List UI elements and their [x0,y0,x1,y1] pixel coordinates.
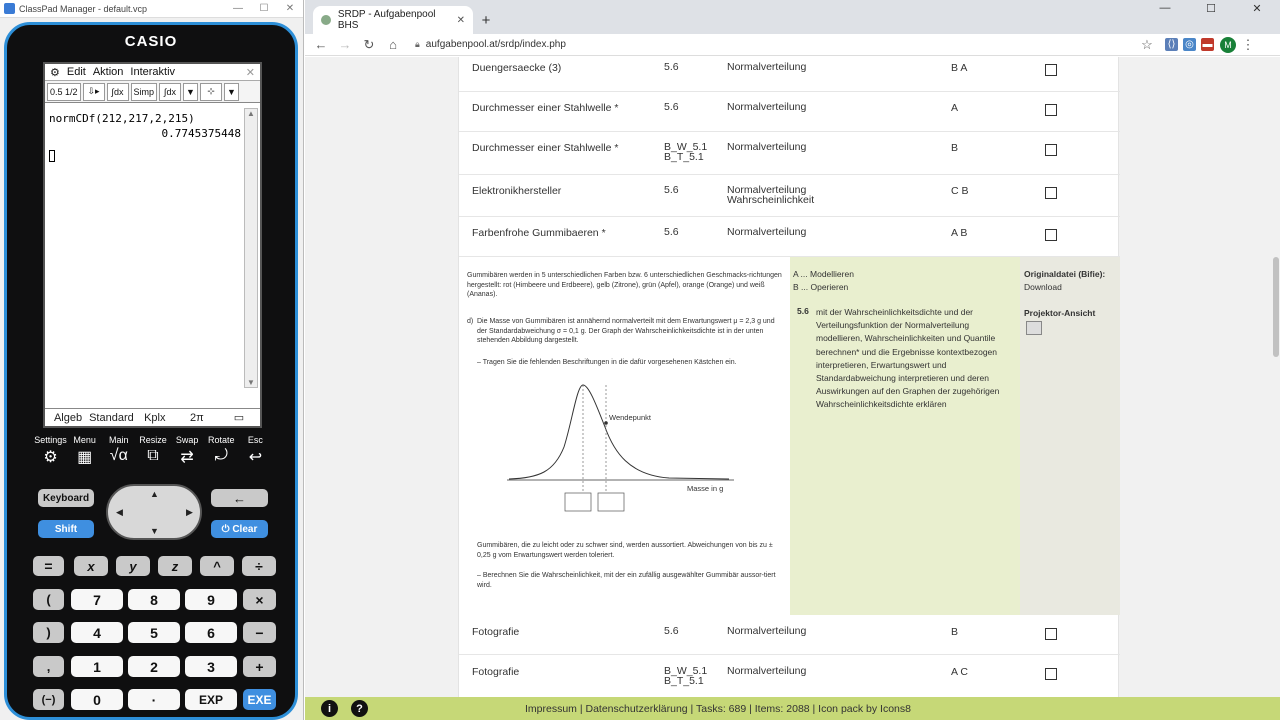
competence-text: mit der Wahrscheinlichkeitsdichte und der Verteilungsfunktion der Normalverteilung modellieren, Wahrscheinlichkeiten und Quantile berechnen* und die Ergebnisse kontextbezogen interpretieren, Erwartungswert und Standardabweichung interpretieren und deren Auswirkungen auf den Graphen der zugehörigen Wahrscheinlichkeitsdichte erklären [816,307,1000,410]
preview-task2: – Berechnen Sie die Wahrscheinlichkeit, mit der ein zufällig ausgewählter Gummibär aussor-tiert wird. [477,572,776,589]
reload-icon[interactable]: ↻ [363,36,375,52]
task-type: B [951,142,959,154]
competence-code: 5.6 [797,306,809,316]
task-type: A B [951,227,968,239]
download-link[interactable]: Download [1024,282,1062,292]
backspace-button[interactable]: ← [211,489,268,507]
key-4[interactable]: 4 [71,622,123,643]
menu-label: Menu [73,435,96,445]
browser-tab[interactable] [313,6,473,34]
task-code: 5.6 [664,101,679,113]
calculator-menubar [45,64,260,81]
toolbar-graph-button[interactable]: ⊹ [200,83,222,101]
browser-maximize-icon[interactable]: ☐ [1206,3,1216,15]
original-file-label: Originaldatei (Bifie): [1024,269,1106,279]
task-checkbox[interactable] [1045,104,1057,116]
preview-d-label: d) [467,318,474,325]
rotate-app-button[interactable] [206,435,237,467]
table-row[interactable] [459,57,1120,92]
density-graph [499,377,739,517]
profile-avatar[interactable]: M [1220,37,1236,53]
key-multiply[interactable]: × [243,589,276,610]
key-z[interactable]: z [158,556,192,576]
key-1[interactable]: 1 [71,656,123,677]
extension-icon-3[interactable]: ▬ [1202,39,1213,50]
key-y[interactable]: y [116,556,150,576]
swap-label: Swap [175,435,199,445]
toolbar-dropdown-icon-2[interactable]: ▼ [224,83,239,101]
calculator-screen [43,62,262,428]
key-negative[interactable]: (−) [33,689,64,710]
competence-b: B ... Operieren [793,282,849,292]
minimize-icon[interactable]: — [233,3,243,14]
key-7[interactable]: 7 [71,589,123,610]
classpad-titlebar [0,0,303,18]
table-row[interactable] [459,175,1120,217]
task-topic: Normalverteilung [727,226,807,238]
task-list [458,57,1119,697]
task-checkbox[interactable] [1045,668,1057,680]
rotate-label: Rotate [208,435,235,445]
page-scrollbar[interactable] [1271,57,1280,697]
home-icon[interactable]: ⌂ [389,37,397,52]
key-decimal[interactable]: · [128,689,180,710]
return-icon: ↩ [248,449,263,466]
close-icon[interactable]: ✕ [285,3,295,14]
task-code: 5.6 [664,226,679,238]
task-topic: Normalverteilung [727,665,807,677]
page-viewport [305,57,1280,697]
table-row[interactable] [459,217,1120,257]
browser-minimize-icon[interactable]: — [1159,2,1171,14]
key-exe[interactable]: EXE [243,689,276,710]
extension-icon-1[interactable]: ⟨⟩ [1165,38,1178,51]
task-name[interactable]: Farbenfrohe Gummibaeren * [472,227,606,239]
task-type: A [951,102,959,114]
grid-icon: ▦ [77,449,93,466]
sqrt-alpha-icon: √α [109,447,128,464]
bookmark-star-icon[interactable]: ☆ [1141,36,1153,52]
key-divide[interactable]: ÷ [242,556,276,576]
input-cursor[interactable] [49,150,55,162]
address-bar [305,34,1280,56]
input-expression: normCDf(212,217,2,215) [49,112,195,125]
task-topic: Normalverteilung Wahrscheinlichkeit [727,184,815,206]
swap-icon: ⇄ [180,449,194,466]
arrow-down-icon[interactable]: ▼ [150,526,159,536]
key-minus[interactable]: − [243,622,276,643]
main-label: Main [109,435,129,445]
calculator-statusbar [45,408,260,426]
inflection-point [604,421,608,425]
key-6[interactable]: 6 [185,622,237,643]
key-comma[interactable]: , [33,656,64,677]
key-8[interactable]: 8 [128,589,180,610]
toolbar-derivative-button[interactable]: ∫dx [159,83,181,101]
gear-icon: ⚙ [43,449,58,466]
scroll-up-icon[interactable]: ▲ [247,109,255,118]
task-checkbox[interactable] [1045,628,1057,640]
favicon-icon [321,15,331,25]
task-topic: Normalverteilung [727,625,807,637]
esc-label: Esc [247,435,263,445]
keyboard-button[interactable]: Keyboard [38,489,94,507]
key-power[interactable]: ^ [200,556,234,576]
preview-intro: Gummibären werden in 5 unterschiedlichen Farben bzw. 6 unterschiedlichen Geschmacks-richtungen hergestellt: rot (Himbeere und Erdbeere), gelb (Zitrone), grün (Apfel), orange (Orange) und weiß (Ananas). [467,272,782,298]
toolbar-integral-button[interactable]: ∫dx [107,83,129,101]
settings-menu-icon[interactable]: ⚙ [50,66,60,79]
shift-button[interactable]: Shift [38,520,94,538]
task-document-preview [459,257,790,615]
lock-icon[interactable]: 🔒︎ [415,39,420,49]
key-2[interactable]: 2 [128,656,180,677]
projector-view-label: Projektor-Ansicht [1024,308,1096,318]
task-name[interactable]: Fotografie [472,626,520,638]
url-field[interactable] [415,36,1135,54]
browser-window [305,0,1280,720]
task-checkbox[interactable] [1045,144,1057,156]
calculator-work-area[interactable] [45,106,245,388]
preview-d-text: Die Masse von Gummibären ist annähernd normalverteilt mit dem Erwartungswert μ = 2,3 g und der Standardabweichung σ = 0,1 g. Der Graph der Wahrscheinlichkeitsdichte ist in der unten stehenden Abbildung dargestellt. [477,318,775,344]
competence-a: A ... Modellieren [793,269,854,279]
key-equals[interactable]: = [33,556,64,576]
result-value: 0.7745375448 [161,127,241,140]
toolbar-fraction-button[interactable]: 0.5 1/2 [47,83,81,101]
blank-box-1 [565,493,591,511]
table-row[interactable] [459,132,1120,175]
table-row[interactable] [459,655,1120,697]
arrow-right-icon[interactable]: ▶ [186,507,193,517]
task-topic: Normalverteilung [727,101,807,113]
classpad-window-title: ClassPad Manager - default.vcp [19,3,148,14]
url-text: aufgabenpool.at/srdp/index.php [425,39,566,50]
key-exp[interactable]: EXP [185,689,237,710]
casio-logo: CASIO [124,33,178,50]
task-topic: Normalverteilung [727,141,807,153]
task-name[interactable]: Durchmesser einer Stahlwelle * [472,142,619,154]
toolbar-dropdown-icon[interactable]: ▼ [183,83,198,101]
resize-icon: ⧉ [147,447,159,464]
task-topic: Normalverteilung [727,61,807,73]
task-preview [459,257,1120,615]
key-5[interactable]: 5 [128,622,180,643]
settings-app-button[interactable] [35,435,66,467]
toolbar-hand-button[interactable]: ⇩▸ [83,83,105,101]
resize-label: Resize [139,435,167,445]
more-menu-icon[interactable]: ⋮ [1241,36,1255,52]
esc-app-button[interactable] [240,435,271,467]
status-standard[interactable]: Standard [89,411,134,424]
direction-pad[interactable] [106,484,202,540]
preview-text2: Gummibären, die zu leicht oder zu schwer sind, werden aussortiert. Abweichungen von bis zu ± 0,25 g vom Erwartungswert werden toleriert. [477,542,773,559]
task-checkbox[interactable] [1045,187,1057,199]
key-0[interactable]: 0 [71,689,123,710]
menu-aktion[interactable]: Aktion [92,66,124,78]
help-icon[interactable]: ? [351,700,368,717]
density-curve [509,385,729,479]
competence-panel [790,257,1020,615]
task-checkbox[interactable] [1045,64,1057,76]
extension-icon-2[interactable]: ◎ [1183,38,1196,51]
browser-tabbar [305,0,1280,34]
tab-close-icon[interactable]: ✕ [456,14,465,26]
clear-button[interactable]: ⏻ Clear [211,520,268,538]
task-name[interactable]: Durchmesser einer Stahlwelle * [472,102,619,114]
forward-icon[interactable]: → [338,37,352,52]
key-open-paren[interactable]: ( [33,589,64,610]
toolbar-simp-button[interactable]: Simp [131,83,158,101]
settings-label: Settings [34,435,67,445]
classpad-app-icon [4,3,15,14]
task-code: B_W_5.1 B_T_5.1 [664,665,708,687]
new-tab-icon[interactable]: + [481,11,491,29]
info-icon[interactable]: i [321,700,338,717]
calculator-toolbar [45,81,260,103]
table-row[interactable] [459,92,1120,132]
key-9[interactable]: 9 [185,589,237,610]
menu-app-button[interactable] [69,435,100,467]
table-row[interactable] [459,615,1120,655]
resize-app-button[interactable] [137,435,168,467]
task-type: B [951,626,959,638]
arrow-up-icon[interactable]: ▲ [150,489,159,499]
task-code: 5.6 [664,184,679,196]
blank-box-2 [598,493,624,511]
back-icon[interactable]: ← [314,37,328,52]
projector-icon[interactable] [1026,321,1042,335]
status-kplx[interactable]: Kplx [144,411,166,424]
task-type: B A [951,62,968,74]
swap-app-button[interactable] [172,435,203,467]
key-x[interactable]: x [74,556,108,576]
screen-close-icon[interactable]: ✕ [245,66,255,79]
task-code: 5.6 [664,625,679,637]
task-name[interactable]: Duengersaecke (3) [472,62,562,74]
key-plus[interactable]: + [243,656,276,677]
work-area-scrollbar[interactable] [244,108,258,388]
maximize-icon[interactable]: ☐ [259,3,269,14]
classpad-window [0,0,304,720]
page-scrollbar-thumb[interactable] [1273,257,1279,357]
footer-links[interactable]: Impressum | Datenschutzerklärung | Tasks: 689 | Items: 2088 | Icon pack by Icons8 [525,702,911,715]
x-axis-label: Masse in g [687,484,724,493]
status-angle[interactable]: 2π [190,411,204,424]
task-name[interactable]: Elektronikhersteller [472,185,562,197]
wendepunkt-label: Wendepunkt [609,413,651,422]
tab-title: SRDP - Aufgabenpool BHS [337,9,436,31]
key-close-paren[interactable]: ) [33,622,64,643]
status-algeb[interactable]: Algeb [53,411,83,424]
task-name[interactable]: Fotografie [472,666,520,678]
menu-interaktiv[interactable]: Interaktiv [130,66,176,78]
task-type: C B [951,185,969,197]
key-3[interactable]: 3 [185,656,237,677]
scroll-down-icon[interactable]: ▼ [247,378,255,387]
battery-icon: ▭ [233,412,245,424]
task-code: B_W_5.1 B_T_5.1 [664,141,708,163]
preview-task1: – Tragen Sie die fehlenden Beschriftungen in die dafür vorgesehenen Kästchen ein. [477,359,737,366]
arrow-left-icon[interactable]: ◀ [116,507,123,517]
page-footer [305,697,1280,720]
preview-side-panel [1020,257,1120,615]
task-code: 5.6 [664,61,679,73]
rotate-icon: ⤾ [214,447,228,464]
calculator-app-icons [35,435,271,467]
menu-edit[interactable]: Edit [66,66,86,78]
task-type: A C [951,666,968,678]
task-checkbox[interactable] [1045,229,1057,241]
browser-close-icon[interactable]: ✕ [1252,3,1262,15]
main-app-button[interactable] [103,435,134,467]
classpad-device [4,22,298,720]
